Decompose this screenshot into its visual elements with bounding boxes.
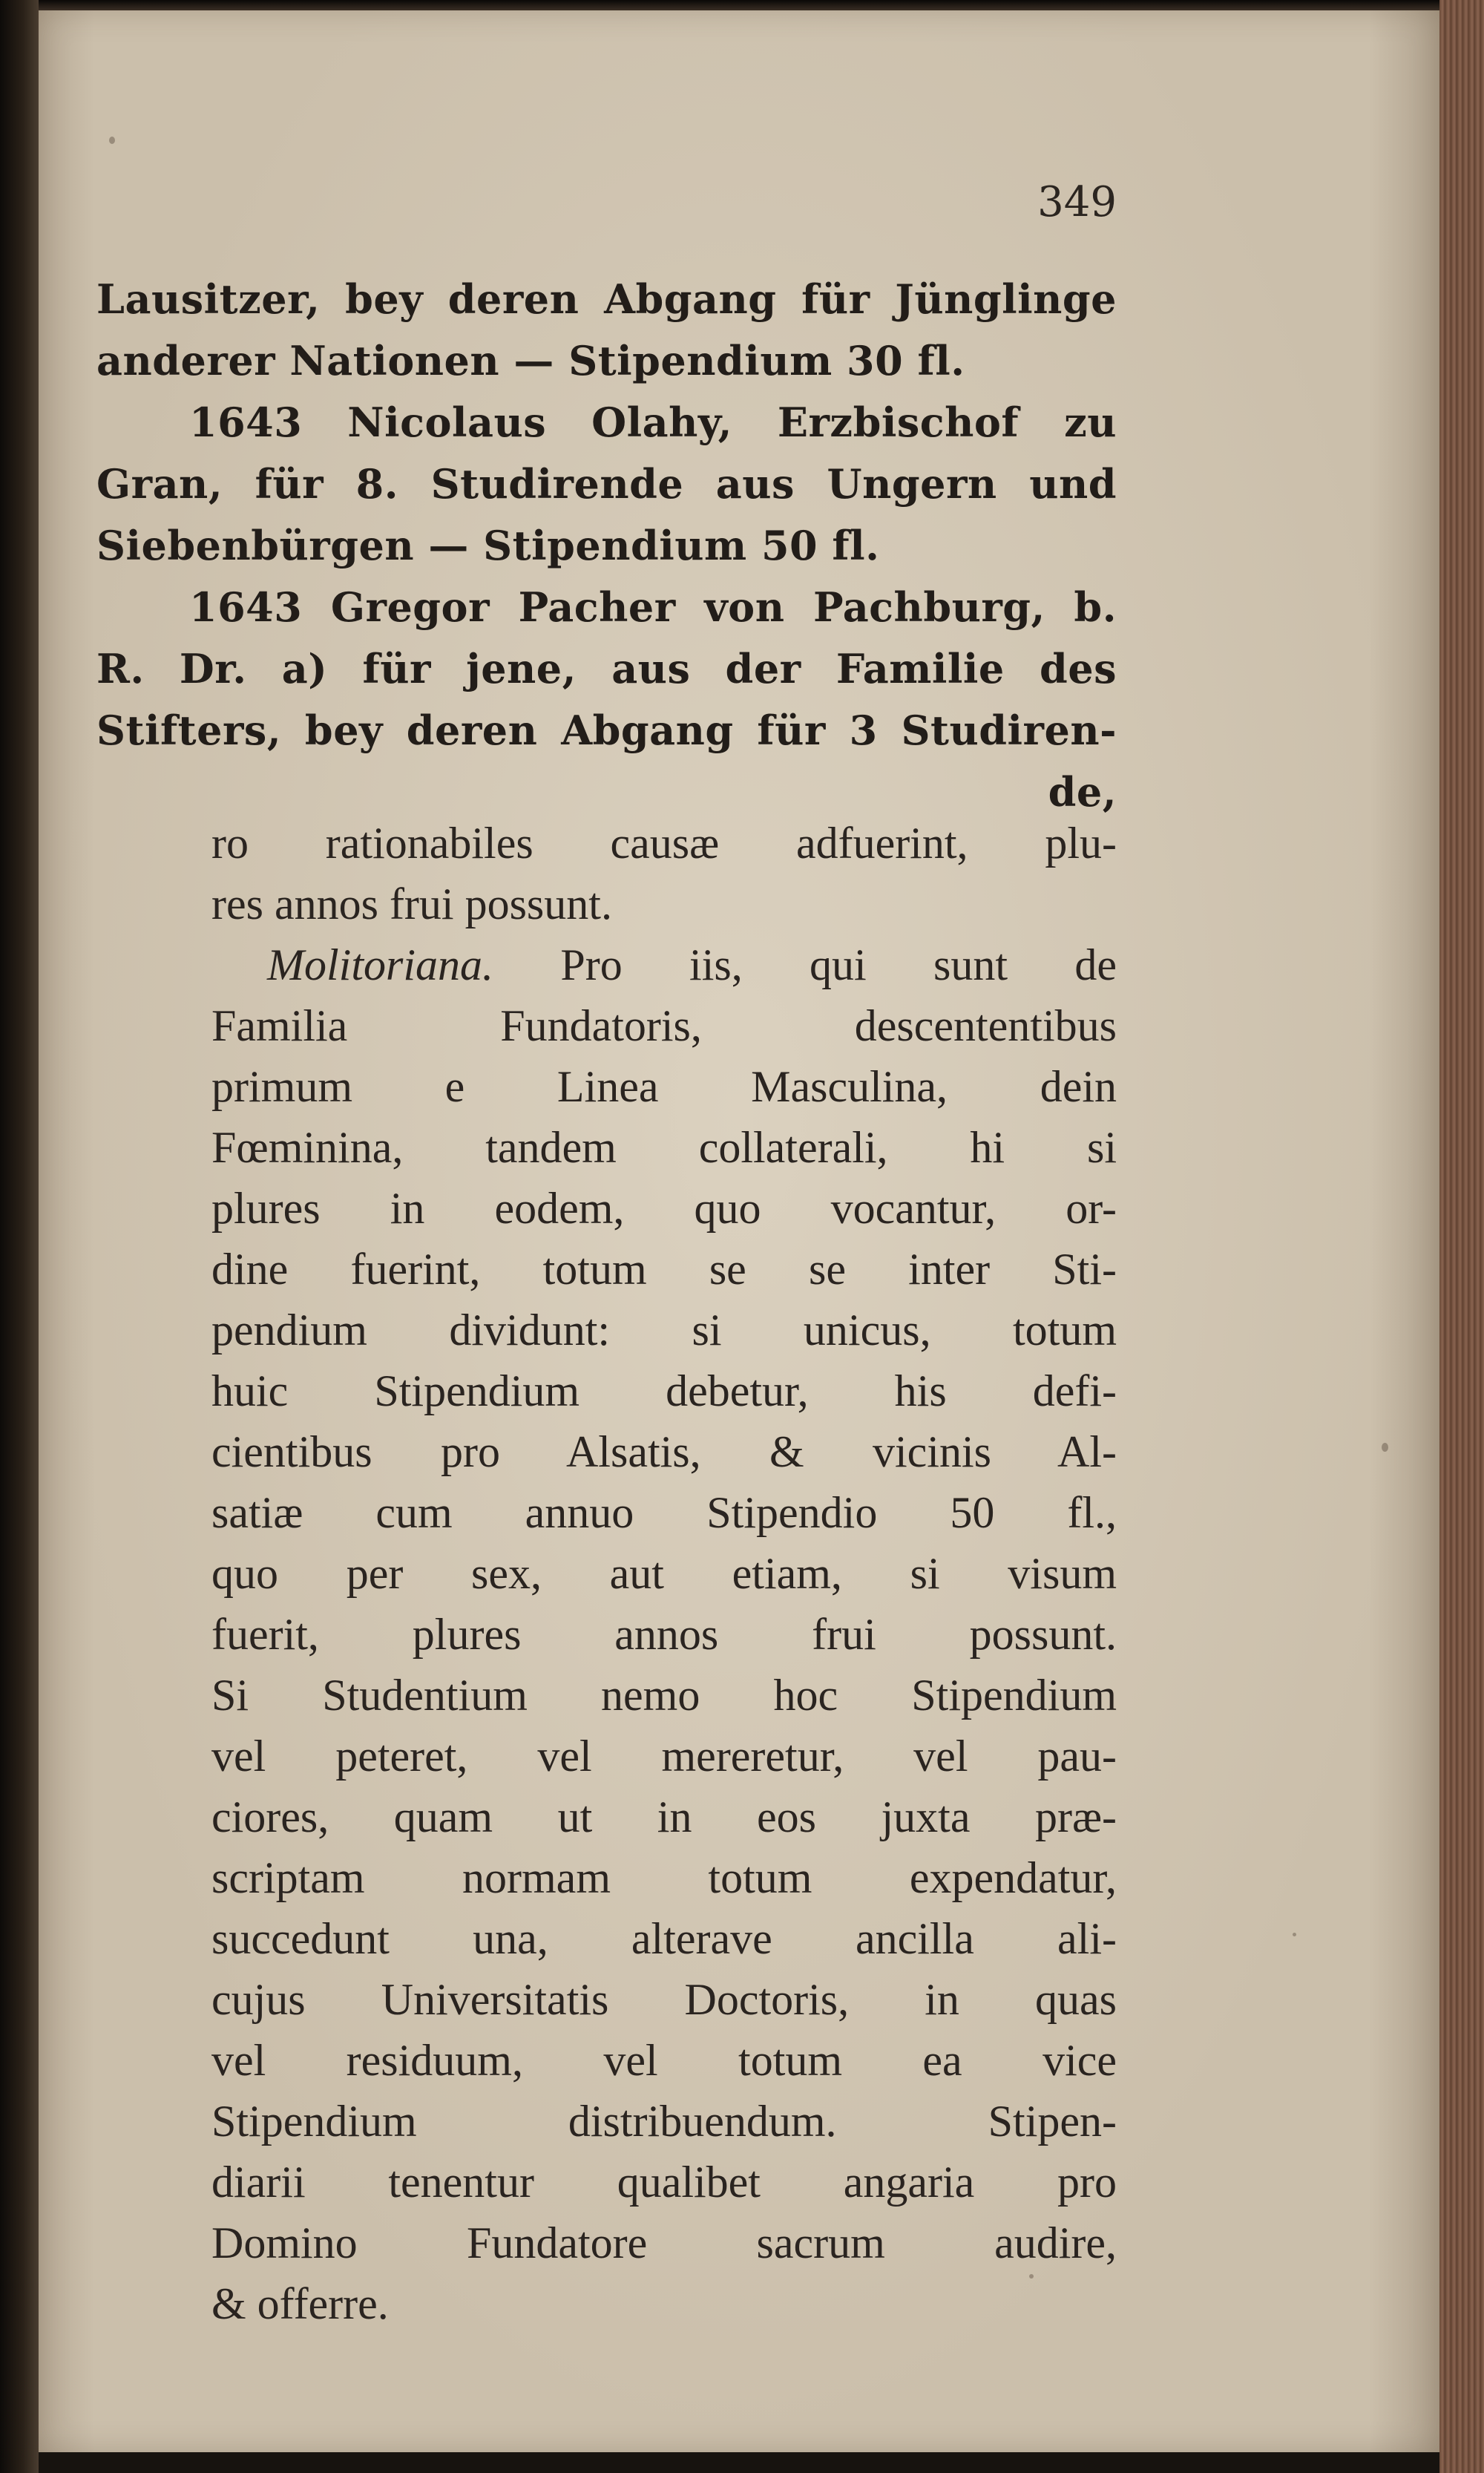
text-line: pendium dividunt: si unicus, totum xyxy=(211,1306,1117,1355)
text-line: Stipendium distribuendum. Stipen- xyxy=(211,2097,1117,2146)
text-line: Familia Fundatoris, descententibus xyxy=(211,1001,1117,1050)
text-line: Fœminina, tandem collaterali, hi si xyxy=(211,1123,1117,1172)
text-line: Gran, für 8. Studirende aus Ungern und xyxy=(96,460,1117,508)
paper-speck xyxy=(1382,1443,1388,1452)
text-line: succedunt una, alterave ancilla ali- xyxy=(211,1914,1117,1963)
text-line xyxy=(211,934,1117,995)
text-line: Si Studentium nemo hoc Stipendium xyxy=(211,1671,1117,1720)
text-line: Lausitzer, bey deren Abgang für Jünglinge xyxy=(96,275,1117,323)
text-line: Siebenbürgen — Stipendium 50 fl. xyxy=(96,522,880,569)
text-line: res annos frui possunt. xyxy=(211,880,612,928)
text-line: & offerre. xyxy=(211,2279,389,2328)
text-line: plures in eodem, quo vocantur, or- xyxy=(211,1184,1117,1233)
text-line: huic Stipendium debetur, his defi- xyxy=(211,1366,1117,1415)
text-span: Pro iis, qui sunt de xyxy=(560,940,1117,989)
page-number: 349 xyxy=(1037,178,1117,226)
latin-text-block xyxy=(211,813,1117,2334)
page-top-shadow xyxy=(39,0,1439,10)
catchword: de, xyxy=(1048,768,1117,816)
text-line: primum e Linea Masculina, dein xyxy=(211,1062,1117,1111)
section-heading: Molitoriana. xyxy=(267,940,494,989)
text-line: cientibus pro Alsatis, & vicinis Al- xyxy=(211,1427,1117,1476)
text-line: dine fuerint, totum se se inter Sti- xyxy=(211,1245,1117,1294)
paper-speck xyxy=(109,137,115,144)
text-line: scriptam normam totum expendatur, xyxy=(211,1853,1117,1902)
paper-speck xyxy=(1293,1933,1296,1936)
book-binding xyxy=(0,0,39,2473)
text-line: Domino Fundatore sacrum audire, xyxy=(211,2218,1117,2267)
text-line: R. Dr. a) für jene, aus der Familie des xyxy=(96,645,1117,692)
text-line: vel residuum, vel totum ea vice xyxy=(211,2036,1117,2085)
text-line: fuerit, plures annos frui possunt. xyxy=(211,1610,1117,1659)
text-line: quo per sex, aut etiam, si visum xyxy=(211,1549,1117,1598)
text-line: 1643 Nicolaus Olahy, Erzbischof zu xyxy=(189,399,1117,446)
text-line: ro rationabiles causæ adfuerint, plu- xyxy=(211,819,1117,868)
german-fraktur-block xyxy=(96,269,1117,823)
page-stack-edge xyxy=(1439,0,1484,2473)
text-line: Stifters, bey deren Abgang für 3 Studiren- xyxy=(96,707,1117,754)
text-line: anderer Nationen — Stipendium 30 fl. xyxy=(96,337,965,384)
text-line: ciores, quam ut in eos juxta præ- xyxy=(211,1792,1117,1841)
text-line: satiæ cum annuo Stipendio 50 fl., xyxy=(211,1488,1117,1537)
text-line: vel peteret, vel mereretur, vel pau- xyxy=(211,1732,1117,1781)
text-line: cujus Universitatis Doctoris, in quas xyxy=(211,1975,1117,2024)
text-line: diarii tenentur qualibet angaria pro xyxy=(211,2158,1117,2207)
text-line: 1643 Gregor Pacher von Pachburg, b. xyxy=(189,583,1117,631)
